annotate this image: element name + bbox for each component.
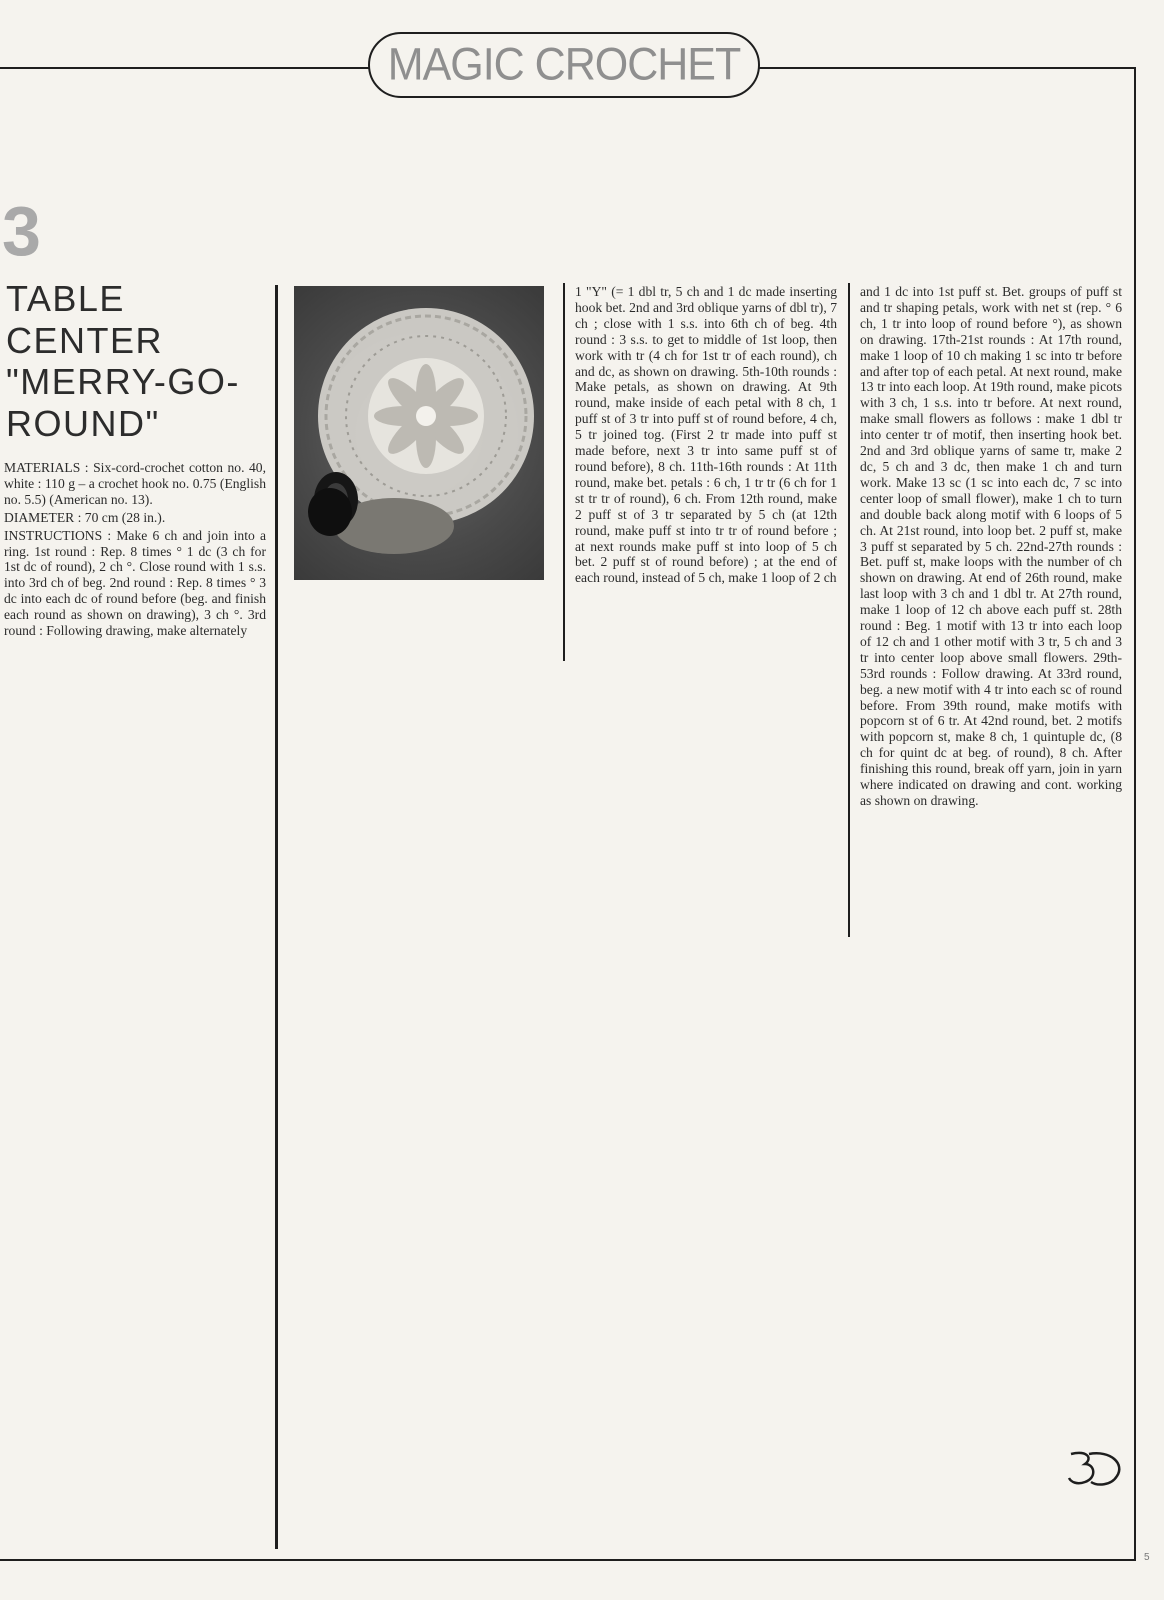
pattern-number: 3	[2, 192, 41, 270]
frame-bottom-rule	[0, 1559, 1136, 1561]
instructions-final: and 1 dc into 1st puff st. Bet. groups of puff st and tr shaping petals, work with net st (rep. ° 6 ch, 1 tr into loop of round before °), as shown on drawing. 17th-21st rounds : At 17th round, make 1 loop of 10 ch making 1 sc into tr before and after top of each petal. At next round, make 13 tr into each loop. At 19th round, make picots with 3 ch, 1 s.s. into tr before. At next round, make small flowers as follows : make 1 dbl tr into center tr of motif, then inserting hook bet. 2nd and 3rd oblique yarns of same tr, make 2 dc, 5 ch and 3 dc, then make 1 ch and turn work. Make 13 sc (1 sc into each dc, 7 sc into center loop of small flower), make 1 ch to turn and double back along motif with 6 loops of 5 ch. At 21st round, into loop bet. 2 puff st, make 3 puff st separated by 5 ch. 22nd-27th rounds : Bet. puff st, make loops with the number of ch shown on drawing. At end of 26th round, make last loop with 3 ch and 1 dbl tr. At 27th round, make 1 loop of 12 ch above each puff st. 28th round : Beg. 1 motif with 13 tr into each loop of 12 ch and 1 other motif with 3 tr, 5 ch and 3 tr into center loop above small flowers. 29th-53rd rounds : Follow drawing. At 33rd round, beg. a new motif with 4 tr into each sc of round before. From 39th round, make motifs with popcorn st of 6 tr. At 42nd round, bet. 2 motifs with popcorn st, make 8 ch, 1 quintuple dc, (8 ch for quint dc at beg. of round), 8 ch. After finishing this round, break off yarn, join in yarn where indicated on drawing and cont. working as shown on drawing.	[860, 284, 1122, 808]
doily-illustration	[294, 286, 544, 580]
text-column-3	[860, 284, 1122, 811]
masthead	[368, 32, 760, 98]
page-number: 5	[1144, 1552, 1150, 1563]
column-divider-left	[275, 285, 278, 1549]
header-rule-right	[758, 67, 1136, 69]
materials-paragraph: MATERIALS : Six-cord-crochet cotton no. 40, white : 110 g – a crochet hook no. 0.75 (English no. 5.5) (American no. 13).	[4, 460, 266, 507]
doily-photo	[294, 286, 544, 580]
instructions-paragraph: INSTRUCTIONS : Make 6 ch and join into a ring. 1st round : Rep. 8 times ° 1 dc (3 ch for 1st dc of round), 2 ch °. Close round with 1 s.s. into 3rd ch of beg. 2nd round : Rep. 8 times ° 3 dc into each dc of round before (beg. and finish each round as shown on drawing), 3 ch °. 3rd round : Following drawing, make alternately	[4, 527, 266, 639]
instructions-continued: 1 "Y" (= 1 dbl tr, 5 ch and 1 dc made inserting hook bet. 2nd and 3rd oblique yarns of dbl tr), 7 ch ; close with 1 s.s. into 6th ch of beg. 4th round : 3 s.s. to get to middle of 1st loop, then work with tr (4 ch for 1st tr of each round), ch and dc, as shown on drawing. 5th-10th rounds : Make petals, as shown on drawing. At 9th round, make inside of each petal with 8 ch, 1 puff st of 3 tr into puff st of round before, 4 ch, 5 tr joined tog. (First 2 tr made into puff st made before, next 3 tr into same puff st of round before), 8 ch. 11th-16th rounds : At 11th round, make bet. petals : 6 ch, 1 tr tr (6 ch for 1 st tr tr of round), 6 ch. From 12th round, make 2 puff st of 3 tr separated by 5 ch (at 12th round, make puff st into tr tr of round before ; at next rounds make puff st into loop of 5 ch bet. 2 puff st of round before) ; at the end of each round, instead of 5 ch, make 1 loop of 2 ch	[575, 284, 837, 586]
publisher-logo-icon	[1067, 1448, 1125, 1495]
column-divider-middle	[563, 283, 565, 661]
text-column-2	[575, 284, 837, 588]
text-column-1	[4, 460, 266, 641]
pattern-title: TABLE CENTER "MERRY-GO-ROUND"	[6, 278, 240, 444]
header-rule-left	[0, 67, 370, 69]
column-divider-right	[848, 283, 850, 937]
diameter-paragraph: DIAMETER : 70 cm (28 in.).	[4, 509, 166, 525]
frame-right-rule	[1134, 67, 1136, 1561]
magazine-title: MAGIC CROCHET	[387, 39, 741, 90]
